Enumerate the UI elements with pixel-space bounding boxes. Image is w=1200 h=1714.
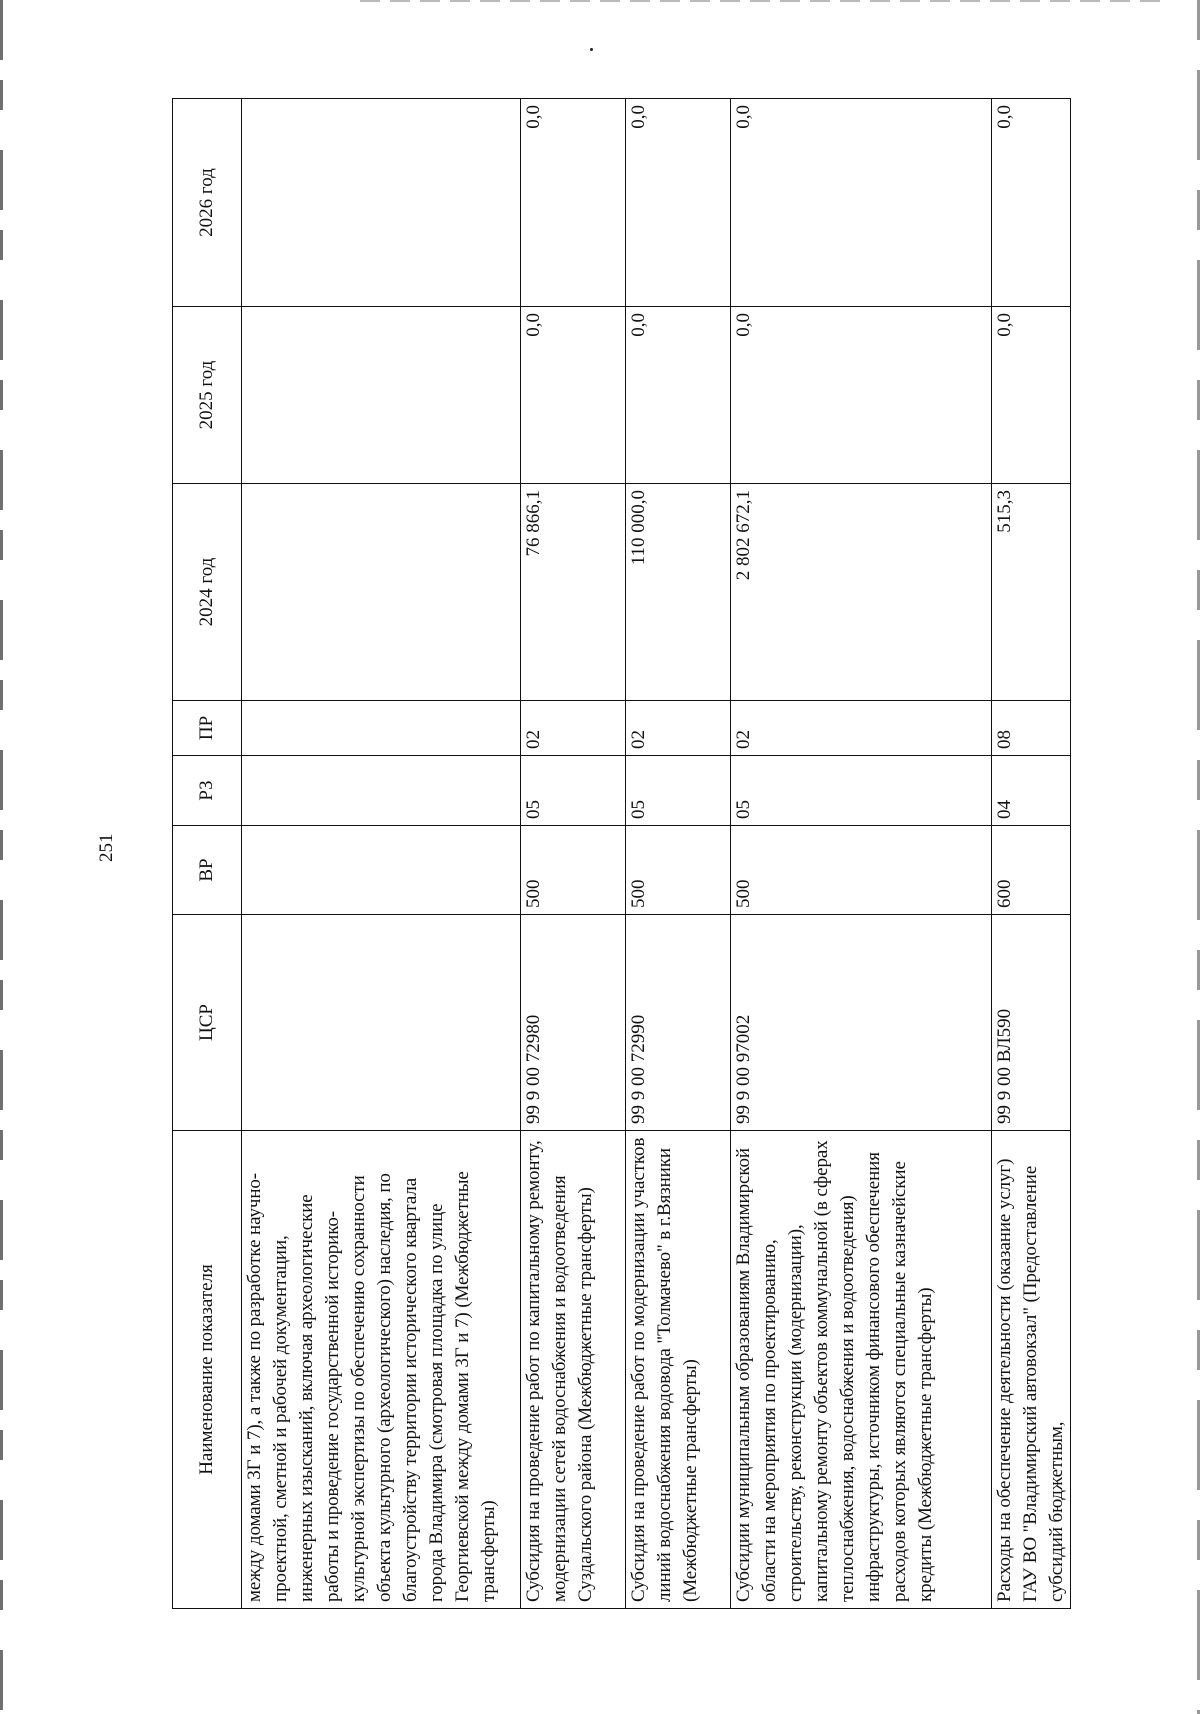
cell-vr: 500 — [521, 826, 626, 915]
table-row — [992, 99, 1071, 1609]
cell-2026 — [242, 99, 521, 307]
cell-rz — [242, 756, 521, 826]
header-vr: ВР — [173, 826, 242, 915]
cell-pr: 02 — [626, 701, 731, 756]
cell-2024: 76 866,1 — [521, 484, 626, 701]
table-row — [731, 99, 992, 1609]
cell-2026: 0,0 — [626, 99, 731, 307]
cell-pr: 08 — [992, 701, 1071, 756]
cell-2025 — [242, 307, 521, 484]
page-number: 251 — [96, 833, 117, 862]
header-name: Наименование показателя — [173, 1131, 242, 1609]
cell-2025: 0,0 — [626, 307, 731, 484]
cell-2024: 515,3 — [992, 484, 1071, 701]
cell-2025: 0,0 — [521, 307, 626, 484]
cell-name: Субсидии муниципальным образованиям Владимирской области на мероприятия по проектированию, строительству, реконструкции (модернизации), капитальному ремонту объектов коммунальной (в сферах теплоснабжения, водоснабжения и водоотведения) инфраструктуры, источником финансового обеспечения расходов которых являются специальные казначейские кредиты (Межбюджетные трансферты) — [731, 1131, 992, 1609]
header-2025: 2025 год — [173, 307, 242, 484]
cell-name-cut — [992, 1131, 1071, 1609]
cell-vr — [242, 826, 521, 915]
cell-vr: 600 — [992, 826, 1071, 915]
cell-rz: 05 — [731, 756, 992, 826]
cell-2026: 0,0 — [992, 99, 1071, 307]
header-rz: РЗ — [173, 756, 242, 826]
table-row — [521, 99, 626, 1609]
header-csr: ЦСР — [173, 915, 242, 1131]
cell-2025: 0,0 — [731, 307, 992, 484]
cell-name: Субсидия на проведение работ по капитальному ремонту, модернизации сетей водоснабжения и водоотведения Суздальского района (Межбюджетные трансферты) — [521, 1131, 626, 1609]
table-header-row — [173, 99, 242, 1609]
cell-name: между домами 3Г и 7), а также по разработке научно- проектной, сметной и рабочей документации, инженерных изысканий, включая археологические работы и проведение государственной историко-культурной экспертизы по обеспечению сохранности объекта культурного (археологического) наследия, по благоустройству территории исторического квартала города Владимира (смотровая площадка по улице Георгиевской между домами 3Г и 7) (Межбюджетные трансферты) — [242, 1131, 521, 1609]
cell-2026: 0,0 — [731, 99, 992, 307]
table-row — [242, 99, 521, 1609]
cell-name: Субсидия на проведение работ по модернизации участков линий водоснабжения водовода "Толмачево" в г.Вязники (Межбюджетные трансферты) — [626, 1131, 731, 1609]
cell-csr: 99 9 00 72980 — [521, 915, 626, 1131]
cell-2024 — [242, 484, 521, 701]
cell-csr — [242, 915, 521, 1131]
cell-rz: 05 — [626, 756, 731, 826]
cell-csr: 99 9 00 72990 — [626, 915, 731, 1131]
budget-table — [172, 98, 1071, 1609]
cell-rz: 05 — [521, 756, 626, 826]
cell-vr: 500 — [626, 826, 731, 915]
cell-csr: 99 9 00 ВЛ590 — [992, 915, 1071, 1131]
cell-2024: 110 000,0 — [626, 484, 731, 701]
cell-pr — [242, 701, 521, 756]
header-pr: ПР — [173, 701, 242, 756]
table-row — [626, 99, 731, 1609]
cell-2026: 0,0 — [521, 99, 626, 307]
cell-2024: 2 802 672,1 — [731, 484, 992, 701]
cell-2025: 0,0 — [992, 307, 1071, 484]
cell-pr: 02 — [731, 701, 992, 756]
cell-csr: 99 9 00 97002 — [731, 915, 992, 1131]
header-2026: 2026 год — [173, 99, 242, 307]
cell-vr: 500 — [731, 826, 992, 915]
cell-name: Расходы на обеспечение деятельности (оказание услуг) ГАУ ВО "Владимирский автовокзал" (Предоставление субсидий бюджетным, — [994, 1158, 1067, 1602]
cell-rz: 04 — [992, 756, 1071, 826]
cell-pr: 02 — [521, 701, 626, 756]
header-2024: 2024 год — [173, 484, 242, 701]
